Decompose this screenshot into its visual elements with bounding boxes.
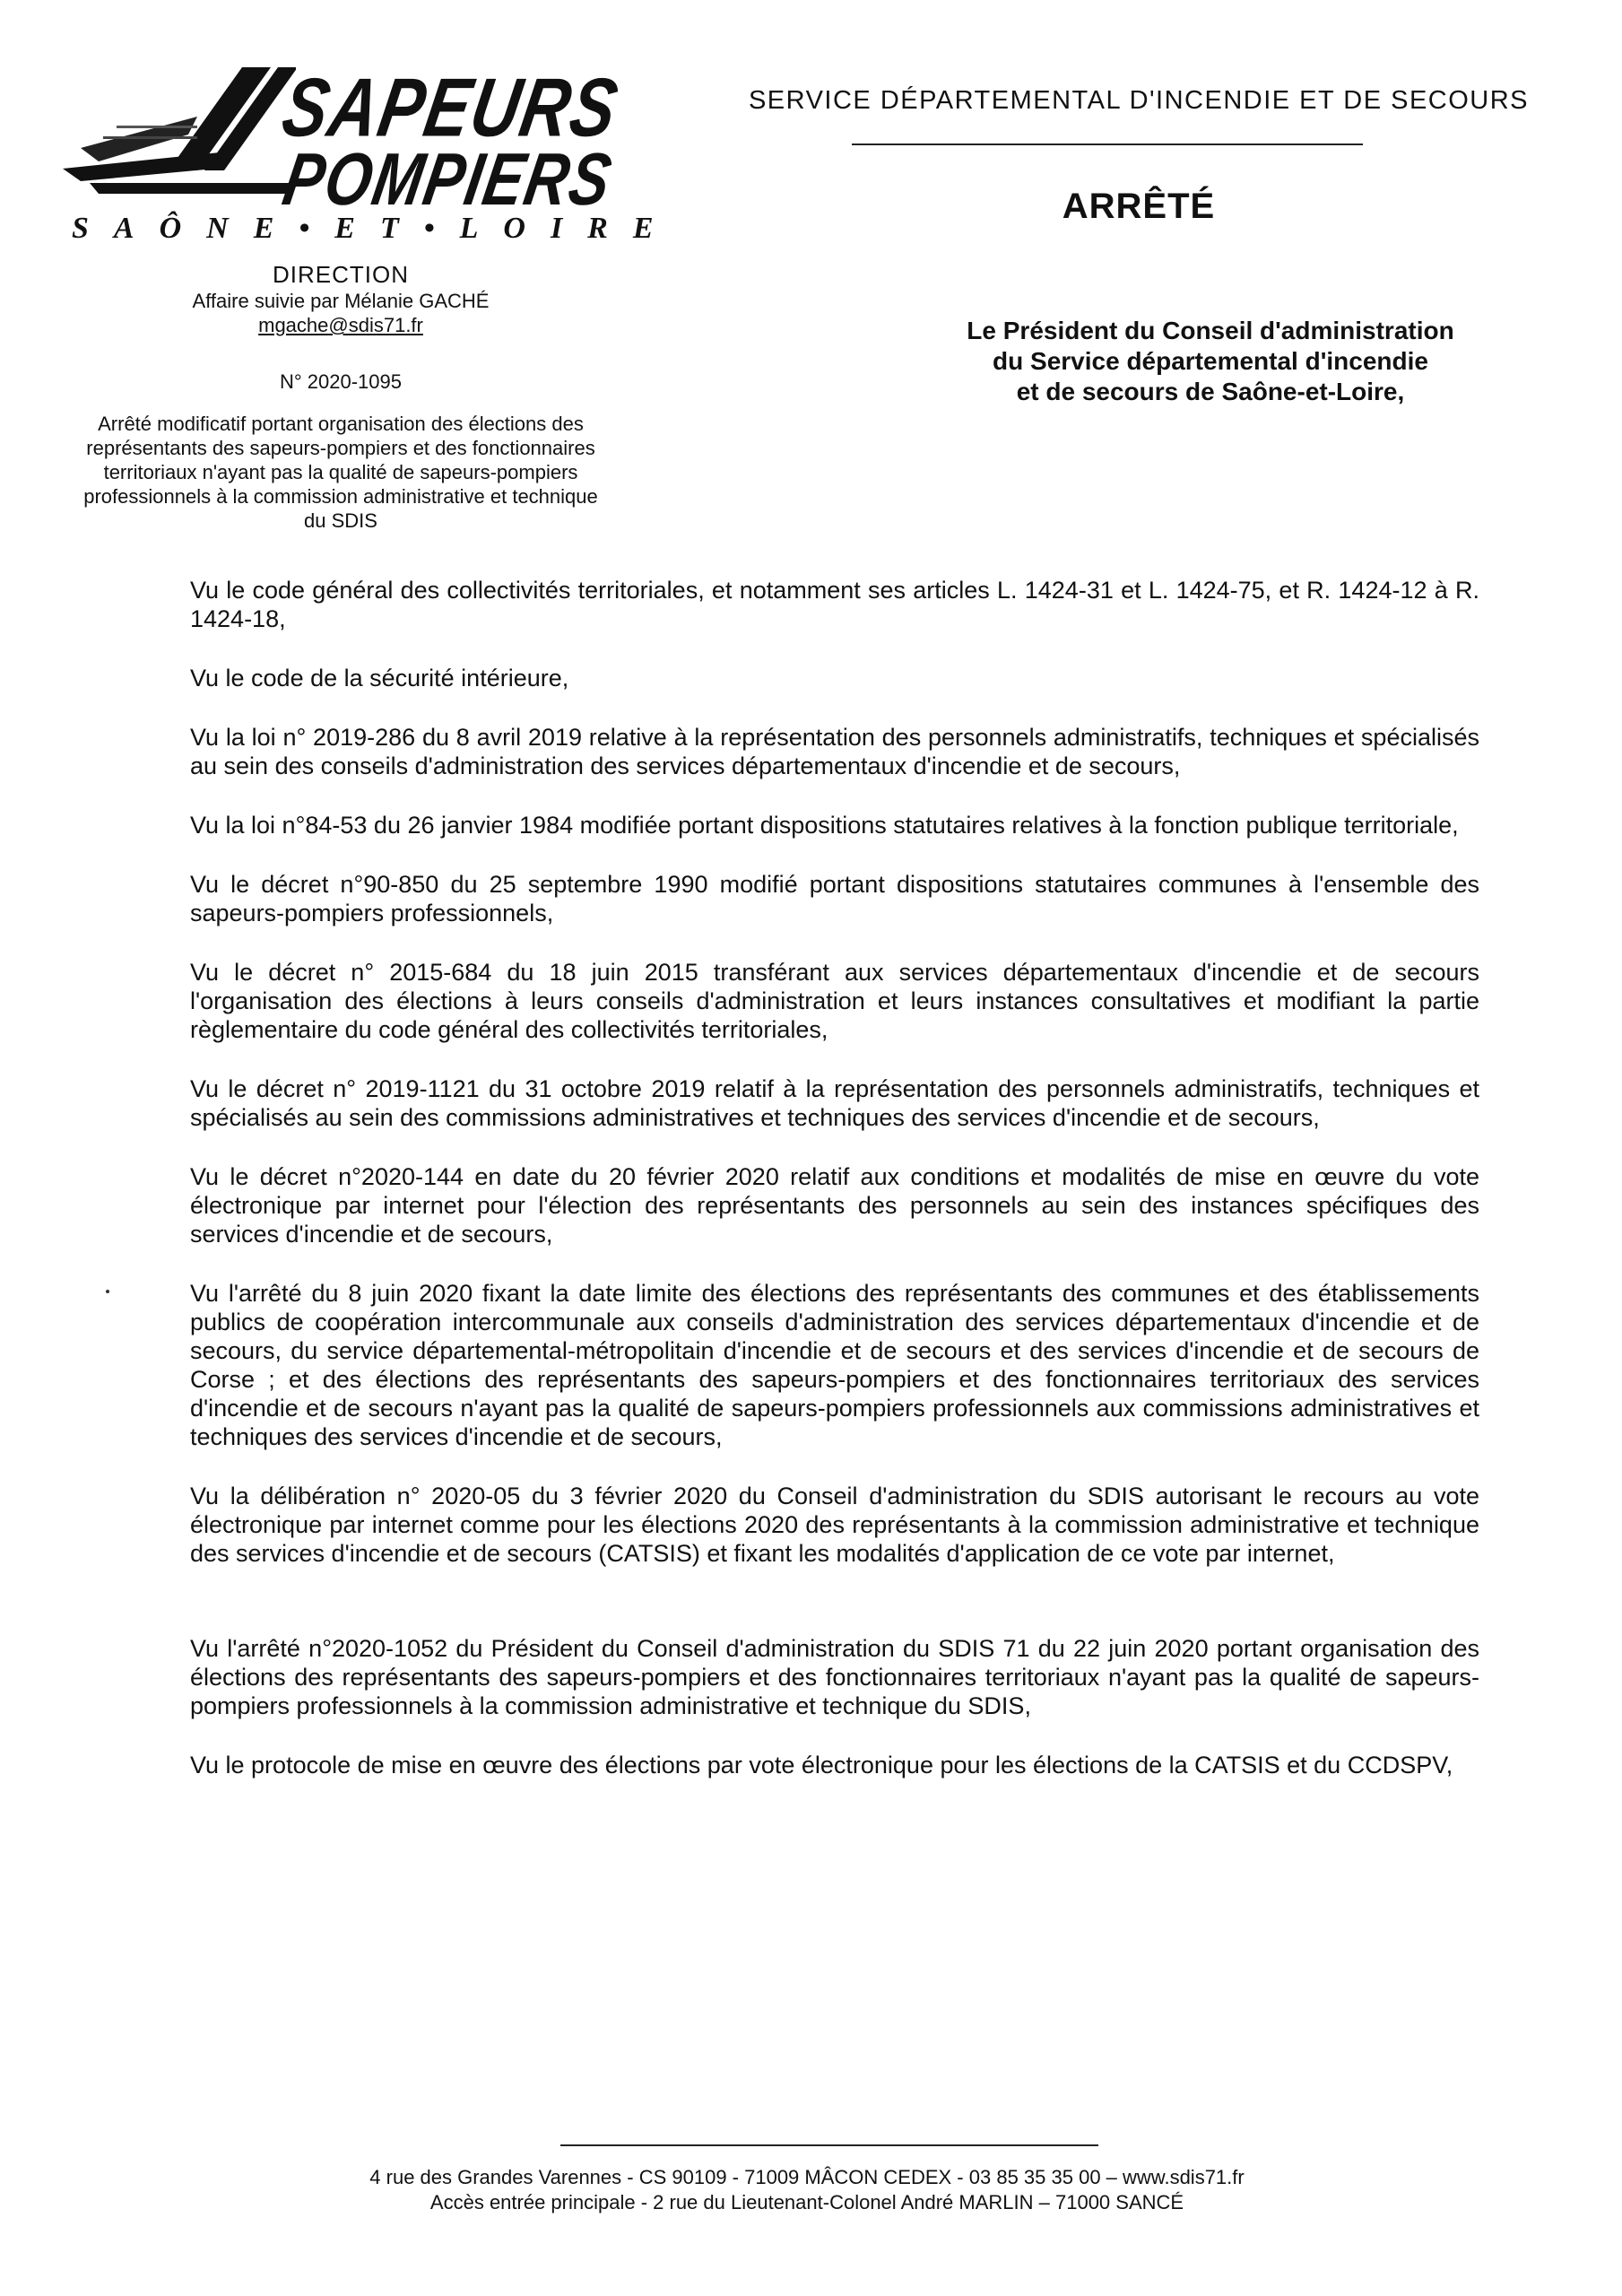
logo-subtitle: SAÔNE•ET•LOIRE (72, 212, 679, 245)
visa-paragraph: Vu le décret n° 2015-684 du 18 juin 2015 transférant aux services départementaux d'incendie et de secours l'organisation des élections à leurs conseils d'administration et leurs instances consultatives et modifiant la partie règlementaire du code général des collectivités territoriales, (190, 959, 1479, 1043)
header-divider (852, 144, 1363, 145)
visa-paragraph: Vu le décret n°90-850 du 25 septembre 1990 modifié portant dispositions statutaires communes à l'ensemble des sapeurs-pompiers professionnels, (190, 871, 1479, 926)
president-line-2: du Service départemental d'incendie (993, 347, 1428, 375)
visa-paragraph: Vu le décret n°2020-144 en date du 20 février 2020 relatif aux conditions et modalités de mise en œuvre du vote électronique par internet pour l'élection des représentants des personnels au sein des instances spécifiques des services d'incendie et de secours, (190, 1163, 1479, 1248)
document-title: ARRÊTÉ (1062, 187, 1216, 226)
logo-word-pompiers: POMPIERS (277, 137, 620, 221)
arrete-number: N° 2020-1095 (279, 370, 402, 393)
visa-paragraph: Vu le code général des collectivités territoriales, et notamment ses articles L. 1424-31 et L. 1424-75, et R. 1424-12 à R. 1424-18, (190, 577, 1479, 632)
visa-paragraph: Vu la loi n° 2019-286 du 8 avril 2019 relative à la représentation des personnels administratifs, techniques et spécialisés au sein des conseils d'administration des services départementaux d'incendie et de secours, (190, 724, 1479, 779)
president-line-3: et de secours de Saône-et-Loire, (1016, 378, 1405, 405)
footer-line-2: Accès entrée principale - 2 rue du Lieutenant-Colonel André MARLIN – 71000 SANCÉ (429, 2191, 1184, 2213)
president-block (932, 316, 1488, 407)
visas-body (190, 576, 1479, 1810)
footer-line-1: 4 rue des Grandes Varennes - CS 90109 - 71009 MÂCON CEDEX - 03 85 35 35 00 – www.sdis71.fr (369, 2166, 1245, 2188)
visa-paragraph: Vu le code de la sécurité intérieure, (190, 665, 569, 691)
sapeurs-pompiers-logo (63, 60, 679, 251)
arrete-subject: Arrêté modificatif portant organisation des élections des représentants des sapeurs-pompiers et des fonctionnaires territoriaux n'ayant pas la qualité de sapeurs-pompiers professionnels à la commission administrative et technique du SDIS (83, 413, 598, 532)
footer-address (269, 2165, 1345, 2215)
direction-label: DIRECTION (273, 261, 409, 288)
scan-speck (106, 1290, 109, 1293)
visa-paragraph: Vu l'arrêté du 8 juin 2020 fixant la date limite des élections des représentants des communes et des établissements publics de coopération intercommunale aux conseils d'administration des services départementaux d'incendie et de secours, du service départemental-métropolitain d'incendie et de secours et des services d'incendie et de secours de Corse ; et des élections des représentants des sapeurs-pompiers et des fonctionnaires territoriaux des services d'incendie et de secours n'ayant pas la qualité de sapeurs-pompiers professionnels aux commissions administratives et techniques des services d'incendie et de secours, (190, 1280, 1479, 1450)
visa-paragraph: Vu le protocole de mise en œuvre des élections par vote électronique pour les élections de la CATSIS et du CCDSPV, (190, 1752, 1453, 1779)
affaire-suivie: Affaire suivie par Mélanie GACHÉ (192, 290, 490, 312)
visa-paragraph: Vu la délibération n° 2020-05 du 3 février 2020 du Conseil d'administration du SDIS autorisant le recours au vote électronique par internet comme pour les élections 2020 des représentants à la commission administrative et technique des services d'incendie et de secours (CATSIS) et fixant les modalités d'application de ce vote par internet, (190, 1483, 1479, 1567)
visa-paragraph: Vu l'arrêté n°2020-1052 du Président du Conseil d'administration du SDIS 71 du 22 juin 2020 portant organisation des élections des représentants des sapeurs-pompiers et des fonctionnaires territoriaux n'ayant pas la qualité de sapeurs-pompiers professionnels à la commission administrative et technique du SDIS, (190, 1635, 1479, 1719)
sender-block (76, 260, 605, 533)
logo-word-sapeurs: SAPEURS (275, 60, 626, 154)
visa-paragraph: Vu le décret n° 2019-1121 du 31 octobre 2019 relatif à la représentation des personnels administratifs, techniques et spécialisés au sein des commissions administratives et techniques des services d'incendie et de secours, (190, 1075, 1479, 1131)
president-line-1: Le Président du Conseil d'administration (967, 317, 1454, 344)
flame-stripes-icon (63, 63, 296, 197)
visa-paragraph: Vu la loi n°84-53 du 26 janvier 1984 modifiée portant dispositions statutaires relatives à la fonction publique territoriale, (190, 812, 1459, 839)
contact-email-link[interactable]: mgache@sdis71.fr (258, 314, 423, 336)
footer-divider (560, 2144, 1098, 2146)
service-name: SERVICE DÉPARTEMENTAL D'INCENDIE ET DE SECOURS (748, 86, 1530, 115)
